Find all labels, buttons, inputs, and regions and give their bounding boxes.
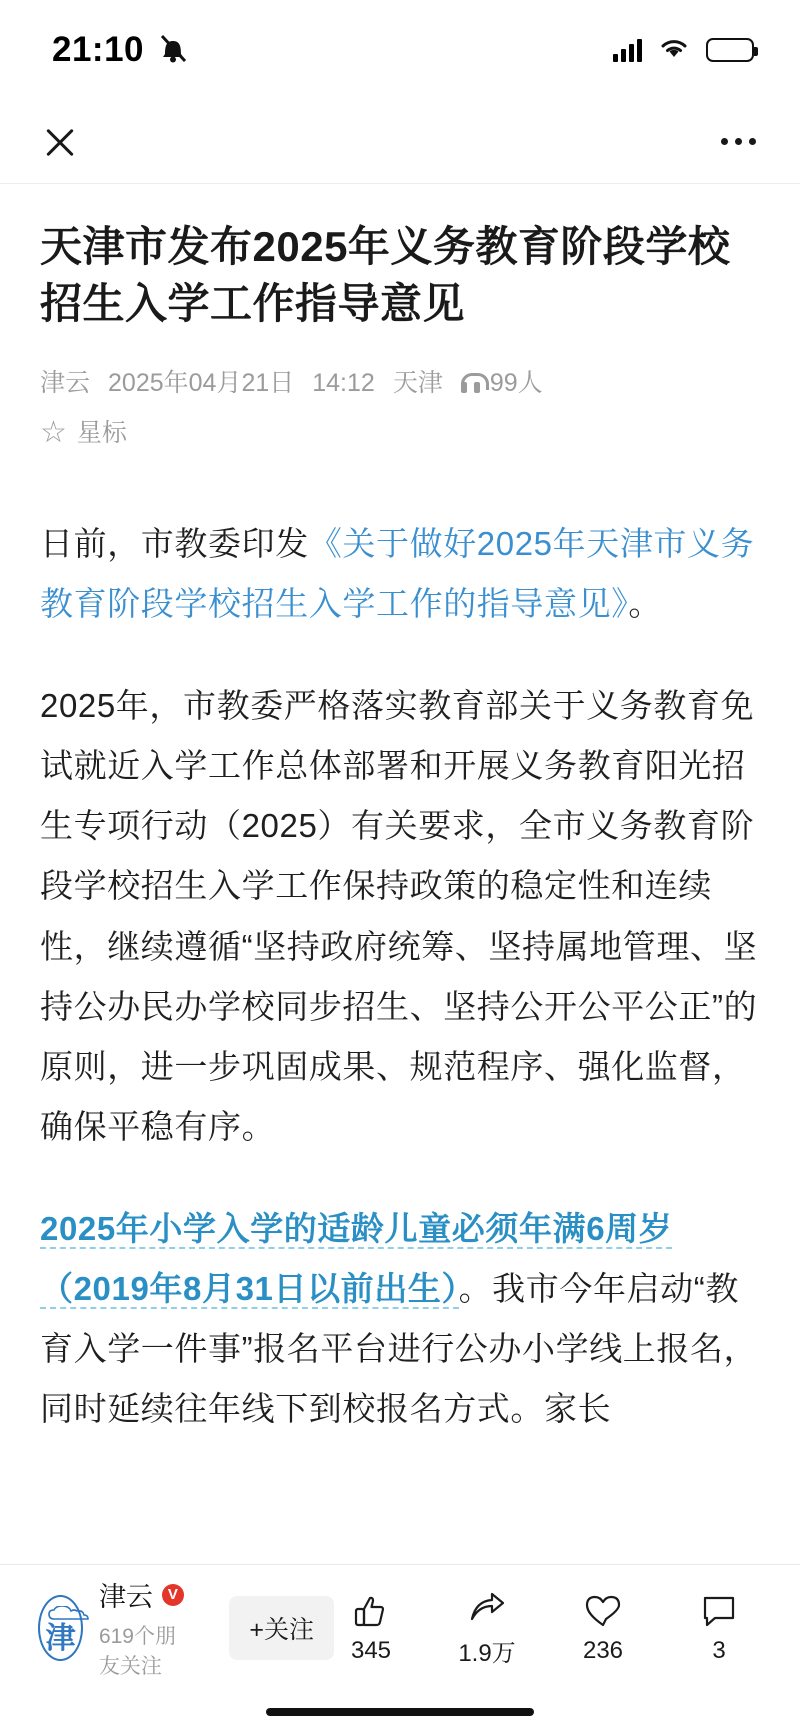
paragraph [40, 1199, 760, 1439]
status-bar-right [613, 36, 754, 65]
star-icon: ☆ [40, 416, 67, 450]
meta-date: 2025年04月21日 [108, 369, 295, 398]
status-bar [0, 0, 800, 100]
battery-icon [706, 38, 754, 62]
headphone-icon [461, 373, 483, 393]
highlighted-text: 2025年小学入学的适龄儿童必须年满6周岁（2019年8月31日以前出生） [40, 1209, 673, 1307]
star-label: 星标 [76, 419, 127, 448]
account-text [99, 1575, 191, 1680]
favorite-button[interactable] [566, 1591, 640, 1665]
content-fade [0, 1504, 800, 1564]
avatar-text: 津 [45, 1621, 76, 1655]
avatar[interactable] [38, 1595, 83, 1661]
account-name: 津云 [98, 1582, 153, 1612]
cellular-signal-icon [613, 38, 642, 62]
cloud-shape-icon [48, 1606, 98, 1622]
status-bar-left [52, 30, 188, 70]
article-content[interactable] [0, 184, 800, 1564]
share-arrow-icon [468, 1587, 506, 1627]
more-options-icon[interactable] [721, 138, 756, 145]
meta-source: 津云 [40, 369, 91, 398]
paragraph [40, 676, 760, 1156]
document-link[interactable]: 《关于做好2025年天津市义务教育阶段学校招生入学工作的指导意见》 [40, 525, 755, 623]
comment-count: 3 [712, 1636, 726, 1664]
follow-button[interactable]: +关注 [229, 1596, 334, 1660]
thumbs-up-icon [353, 1591, 389, 1631]
text-span: 2025年，市教委严格落实教育部关于义务教育免试就近入学工作总体部署和开展义务教育阳光招生专项行动（2025）有关要求，全市义务教育阶段学校招生入学工作保持政策的稳定性和连续性，继续遵循“坚持政府统筹、坚持属地管理、坚持公办民办学校同步招生、坚持公开公平公正”的原则，进一步巩固成果、规范程序、强化监督，确保平稳有序。 [40, 687, 758, 1145]
status-time: 21:10 [52, 30, 145, 69]
account-info[interactable] [38, 1575, 334, 1680]
verified-badge-icon: V [162, 1584, 184, 1606]
text-span: 日前，市教委印发 [40, 525, 309, 563]
text-span: 。我市今年启动“教育入学一件事”报名平台进行公办小学线上报名，同时延续往年线下到校报名方式。家长 [40, 1269, 758, 1427]
top-nav-bar [0, 100, 800, 184]
account-name-row [99, 1575, 191, 1614]
page-title: 天津市发布2025年义务教育阶段学校招生入学工作指导意见 [40, 223, 731, 328]
article-meta [40, 358, 760, 458]
comment-icon [701, 1591, 737, 1631]
share-button[interactable] [450, 1587, 524, 1668]
article-body [40, 514, 760, 1439]
home-indicator [0, 1690, 800, 1734]
bottom-action-bar [0, 1564, 800, 1690]
listen-button[interactable] [461, 358, 543, 408]
share-count: 1.9万 [458, 1640, 516, 1667]
bell-muted-icon [158, 32, 188, 69]
favorite-count: 236 [582, 1636, 624, 1664]
star-action[interactable] [40, 408, 760, 458]
meta-time: 14:12 [312, 369, 375, 398]
text-span: 。 [628, 585, 662, 623]
listen-count: 99人 [489, 369, 543, 398]
close-icon[interactable] [40, 122, 80, 162]
friends-following: 619个朋友关注 [98, 1625, 176, 1678]
like-count: 345 [350, 1636, 392, 1664]
comment-button[interactable] [682, 1591, 756, 1665]
paragraph [40, 514, 760, 634]
meta-location: 天津 [392, 369, 443, 398]
wifi-icon [658, 36, 690, 65]
like-button[interactable] [334, 1591, 408, 1665]
action-buttons [334, 1587, 766, 1668]
heart-icon [584, 1591, 622, 1631]
